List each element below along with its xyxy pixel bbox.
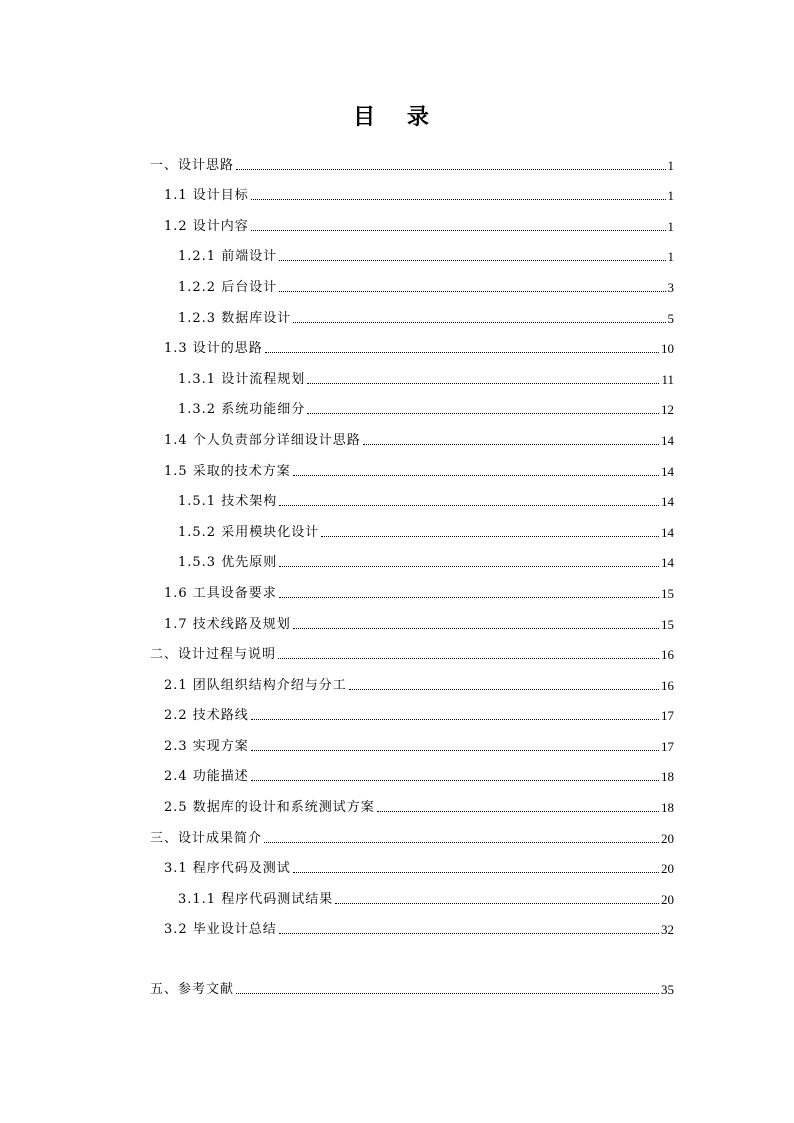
- toc-dot-leader: [264, 842, 659, 843]
- toc-entry[interactable]: [150, 785, 674, 816]
- toc-dot-leader: [279, 566, 659, 567]
- toc-entry-page-number: 20: [661, 891, 674, 907]
- toc-entry[interactable]: [150, 265, 674, 296]
- toc-dot-leader: [349, 689, 659, 690]
- toc-entry[interactable]: [150, 602, 674, 633]
- toc-entry[interactable]: [150, 908, 674, 939]
- toc-dot-leader: [293, 628, 659, 629]
- page-title: 目 录: [353, 105, 441, 130]
- toc-entry-label: 五、参考文献: [150, 982, 235, 998]
- toc-dot-leader: [377, 811, 659, 812]
- toc-dot-leader: [293, 322, 665, 323]
- toc-entry-label: 3.2 毕业设计总结: [164, 922, 277, 938]
- toc-entry-page-number: 12: [661, 402, 674, 418]
- toc-entry-page-number: 20: [661, 830, 674, 846]
- toc-dot-leader: [321, 536, 659, 537]
- toc-entry[interactable]: [150, 143, 674, 174]
- toc-entry-page-number: 14: [661, 432, 674, 448]
- toc-entry-label: 1.3.2 系统功能细分: [178, 402, 306, 418]
- toc-entry-page-number: 20: [661, 861, 674, 877]
- toc-dot-leader: [279, 933, 659, 934]
- toc-entry[interactable]: [150, 847, 674, 878]
- toc-entry-page-number: 1: [667, 157, 674, 173]
- toc-entry[interactable]: [150, 816, 674, 847]
- toc-entry[interactable]: [150, 357, 674, 388]
- toc-entry-label: 1.4 个人负责部分详细设计思路: [164, 432, 361, 448]
- toc-entry-page-number: 3: [667, 279, 674, 295]
- toc-dot-leader: [236, 993, 659, 994]
- toc-entry[interactable]: [150, 967, 674, 998]
- toc-dot-leader: [279, 597, 659, 598]
- toc-entry[interactable]: [150, 510, 674, 541]
- toc-entry-page-number: 14: [661, 524, 674, 540]
- toc-entry[interactable]: [150, 327, 674, 358]
- toc-entry-label: 1.2.2 后台设计: [178, 279, 278, 295]
- toc-entry-label: 2.2 技术路线: [164, 708, 249, 724]
- toc-entry-page-number: 1: [667, 188, 674, 204]
- toc-dot-leader: [293, 872, 659, 873]
- toc-dot-leader: [293, 475, 659, 476]
- toc-entry-page-number: 14: [661, 494, 674, 510]
- toc-dot-leader: [251, 199, 666, 200]
- toc-dot-leader: [279, 291, 665, 292]
- toc-entry-label: 1.5.1 技术架构: [178, 494, 278, 510]
- toc-entry-label: 1.3.1 设计流程规划: [178, 371, 306, 387]
- toc-entry-label: 1.5.2 采用模块化设计: [178, 524, 320, 540]
- toc-entry[interactable]: [150, 724, 674, 755]
- toc-entry-page-number: 11: [661, 371, 674, 387]
- toc-entry[interactable]: [150, 388, 674, 419]
- toc-dot-leader: [251, 719, 659, 720]
- toc-entry-label: 2.5 数据库的设计和系统测试方案: [164, 800, 375, 816]
- toc-entry-label: 2.3 实现方案: [164, 738, 249, 754]
- toc-dot-leader: [279, 505, 659, 506]
- toc-entry-label: 1.2.3 数据库设计: [178, 310, 292, 326]
- toc-entry[interactable]: [150, 296, 674, 327]
- toc-entry[interactable]: [150, 755, 674, 786]
- toc-dot-leader: [335, 903, 659, 904]
- toc-entry[interactable]: [150, 877, 674, 908]
- toc-entry[interactable]: [150, 663, 674, 694]
- toc-entry-page-number: 18: [661, 800, 674, 816]
- toc-entry-label: 2.4 功能描述: [164, 769, 249, 785]
- toc-dot-leader: [363, 444, 659, 445]
- toc-entry-page-number: 14: [661, 555, 674, 571]
- toc-entry-label: 2.1 团队组织结构介绍与分工: [164, 677, 347, 693]
- toc-entry[interactable]: [150, 694, 674, 725]
- toc-entry-page-number: 32: [661, 922, 674, 938]
- toc-entry-label: 二、设计过程与说明: [150, 647, 277, 663]
- toc-entry-page-number: 14: [661, 463, 674, 479]
- toc-dot-leader: [265, 352, 659, 353]
- toc-entry-page-number: 16: [661, 647, 674, 663]
- toc-entry-label: 1.3 设计的思路: [164, 341, 263, 357]
- toc-dot-leader: [251, 780, 659, 781]
- toc-entry-label: 1.5 采取的技术方案: [164, 463, 291, 479]
- table-of-contents: [150, 143, 674, 998]
- toc-entry-label: 1.2 设计内容: [164, 218, 249, 234]
- toc-entry-page-number: 35: [661, 982, 674, 998]
- toc-entry-page-number: 17: [661, 738, 674, 754]
- toc-dot-leader: [278, 658, 659, 659]
- toc-entry-label: 1.1 设计目标: [164, 188, 249, 204]
- toc-entry-label: 1.5.3 优先原则: [178, 555, 278, 571]
- toc-entry-label: 1.7 技术线路及规划: [164, 616, 291, 632]
- toc-entry[interactable]: [150, 204, 674, 235]
- toc-dot-leader: [251, 750, 659, 751]
- toc-entry-page-number: 15: [661, 585, 674, 601]
- toc-dot-leader: [279, 260, 665, 261]
- toc-dot-leader: [251, 230, 666, 231]
- toc-entry-page-number: 15: [661, 616, 674, 632]
- toc-dot-leader: [307, 413, 659, 414]
- toc-entry[interactable]: [150, 541, 674, 572]
- toc-entry-page-number: 18: [661, 769, 674, 785]
- toc-entry-page-number: 10: [661, 341, 674, 357]
- toc-entry-page-number: 5: [667, 310, 674, 326]
- toc-dot-leader: [307, 383, 659, 384]
- toc-entry-label: 3.1.1 程序代码测试结果: [178, 891, 334, 907]
- toc-entry-label: 三、设计成果简介: [150, 830, 263, 846]
- toc-entry[interactable]: [150, 418, 674, 449]
- toc-entry-page-number: 16: [661, 677, 674, 693]
- toc-entry[interactable]: [150, 633, 674, 664]
- toc-dot-leader: [236, 169, 665, 170]
- toc-entry-label: 1.6 工具设备要求: [164, 585, 277, 601]
- toc-entry[interactable]: [150, 571, 674, 602]
- toc-entry-page-number: 17: [661, 708, 674, 724]
- toc-entry[interactable]: [150, 480, 674, 511]
- toc-entry[interactable]: [150, 449, 674, 480]
- toc-entry-label: 一、设计思路: [150, 157, 235, 173]
- toc-entry-page-number: 1: [667, 249, 674, 265]
- toc-entry[interactable]: [150, 174, 674, 205]
- toc-entry-label: 3.1 程序代码及测试: [164, 861, 291, 877]
- toc-entry[interactable]: [150, 235, 674, 266]
- toc-entry-label: 1.2.1 前端设计: [178, 249, 278, 265]
- toc-entry-page-number: 1: [667, 218, 674, 234]
